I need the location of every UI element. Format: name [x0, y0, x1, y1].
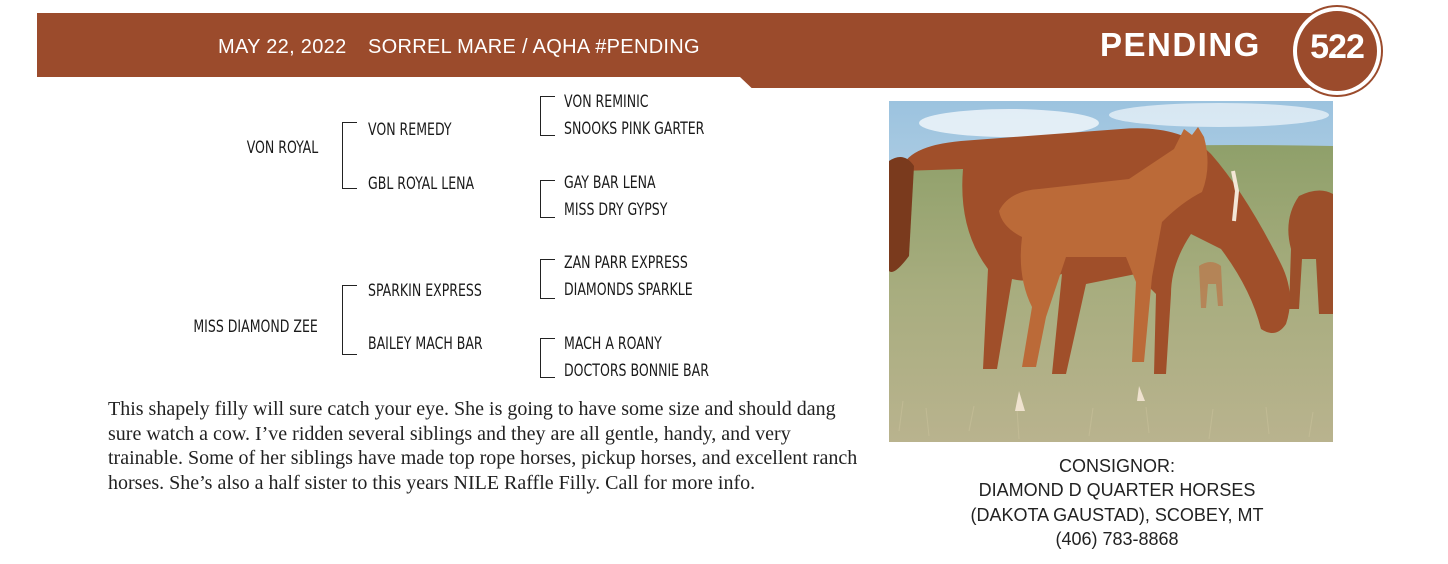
pedigree-sire-dam-dam: MISS DRY GYPSY: [564, 200, 668, 220]
pedigree-sire-dam-sire: GAY BAR LENA: [564, 173, 656, 193]
pedigree-dam: MISS DIAMOND ZEE: [193, 317, 318, 337]
pedigree-dam-sire-sire: ZAN PARR EXPRESS: [564, 253, 688, 273]
horse-photo: [889, 101, 1333, 442]
horse-description-line: SORREL MARE / AQHA #PENDING: [368, 36, 700, 58]
consignor-label: CONSIGNOR:: [1058, 456, 1175, 476]
consignor-name: DIAMOND D QUARTER HORSES: [978, 480, 1256, 501]
consignor-location: (DAKOTA GAUSTAD), SCOBEY, MT: [970, 504, 1264, 525]
pedigree-dam-sire: SPARKIN EXPRESS: [368, 281, 482, 301]
pedigree-bracket: [540, 180, 555, 218]
lot-number: 522: [1310, 28, 1364, 66]
consignor-block: [889, 454, 1345, 551]
pedigree-bracket: [540, 96, 555, 136]
consignor-phone: (406) 783-8868: [1055, 528, 1179, 549]
pedigree-sire-sire-sire: VON REMINIC: [564, 92, 649, 112]
pedigree-bracket: [342, 285, 357, 355]
pedigree-sire-dam: GBL ROYAL LENA: [368, 174, 475, 194]
status-label: PENDING: [1100, 26, 1261, 63]
pedigree-dam-dam-sire: MACH A ROANY: [564, 334, 662, 354]
horse-description: This shapely filly will sure catch your eye. She is going to have some size and should dang sure watch a cow. I’ve ridden several siblings and they are all gentle, handy, and very trainable. Some of her siblings have made top rope horses, pickup horses, and excellent ranch horses. She’s also a half sister to this years NILE Raffle Filly. Call for more info.: [108, 398, 858, 494]
pedigree-dam-dam: BAILEY MACH BAR: [368, 334, 483, 354]
pedigree-sire-sire: VON REMEDY: [368, 120, 452, 140]
header-banner-tab: [740, 77, 1320, 88]
pedigree-dam-dam-dam: DOCTORS BONNIE BAR: [564, 361, 709, 381]
pedigree-sire-sire-dam: SNOOKS PINK GARTER: [564, 119, 705, 139]
pedigree-bracket: [342, 122, 357, 189]
pedigree-bracket: [540, 338, 555, 378]
sale-date: MAY 22, 2022: [218, 36, 347, 58]
pedigree-sire: VON ROYAL: [246, 138, 318, 158]
pedigree-dam-sire-dam: DIAMONDS SPARKLE: [564, 280, 693, 300]
pedigree-bracket: [540, 259, 555, 299]
